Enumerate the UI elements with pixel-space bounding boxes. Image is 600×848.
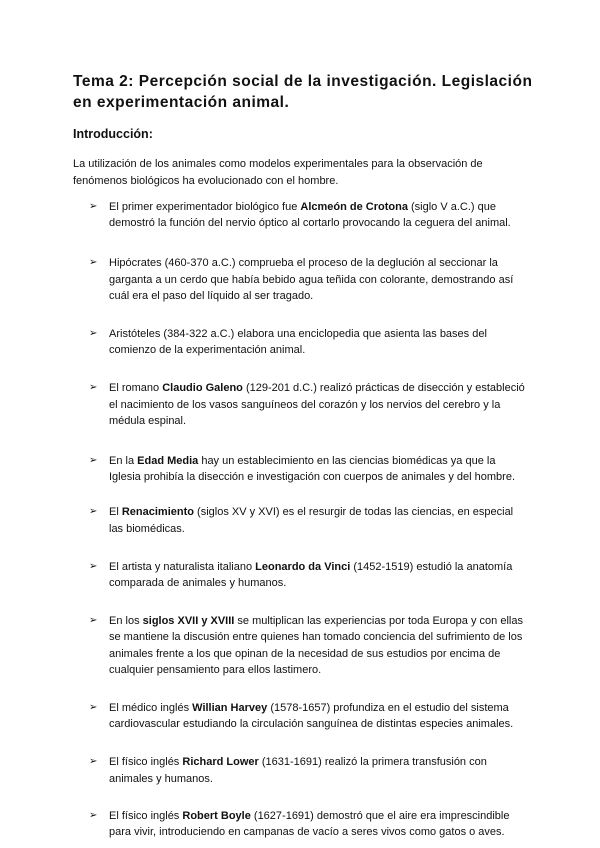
item-highlight: Edad Media <box>137 455 199 468</box>
bullet-arrow-icon: ➢ <box>89 382 98 394</box>
list-item <box>89 453 529 485</box>
item-highlight: Willian Harvey <box>192 702 268 715</box>
item-highlight: Richard Lower <box>182 756 259 769</box>
list-item <box>89 255 529 304</box>
bullet-arrow-icon: ➢ <box>89 201 98 212</box>
list-item <box>89 559 529 591</box>
item-text: El <box>109 506 122 519</box>
bullet-arrow-icon: ➢ <box>89 506 98 518</box>
item-text: El artista y naturalista italiano <box>109 560 256 573</box>
bullet-list <box>89 199 529 840</box>
item-text-continued: (129-201 d.C.) realizó prácticas de disección y estableció el nacimiento de los vasos sanguíneos del corazón y los nervios del cerebro y la médula espinal. <box>109 382 525 427</box>
item-highlight: Alcmeón de Crotona <box>300 201 408 213</box>
item-text-continued: (1452-1519) estudió la anatomía comparada de animales y humanos. <box>109 560 513 590</box>
list-item <box>89 754 529 786</box>
bullet-arrow-icon: ➢ <box>89 809 98 821</box>
item-text: Aristóteles (384-322 a.C.) elabora una enciclopedia que asienta las bases del comienzo de la experimentación animal. <box>109 328 487 357</box>
item-highlight: Renacimiento <box>121 506 194 519</box>
item-highlight: Robert Boyle <box>182 809 251 822</box>
item-text-continued: (1578-1657) profundiza en el estudio del sistema cardiovascular estudiando la circulación sanguínea de distintas especies animales. <box>109 702 514 731</box>
item-text-continued: se multiplican las experiencias por toda Europa y con ellas se mantiene la discusión entre quienes han tomado conciencia del sufrimiento de los animales frente a los que opinan de la necesidad de sus estudios por encima de cualquier pensamiento para ellos lastimero. <box>109 615 523 676</box>
list-item <box>89 613 529 678</box>
item-highlight: Claudio Galeno <box>162 382 243 395</box>
item-highlight: siglos XVII y XVIII <box>142 615 235 628</box>
list-item <box>89 504 529 536</box>
item-text-continued: (siglo V a.C.) que demostró la función del nervio óptico al cortarlo provocando la ceguera del animal. <box>109 201 511 230</box>
list-item <box>89 326 529 358</box>
item-text: Hipócrates (460-370 a.C.) comprueba el proceso de la deglución al seccionar la garganta a un cerdo que había bebido agua teñida con colorante, demostrando así cuál era el paso del líquido al ser tragado. <box>109 257 514 302</box>
bullet-arrow-icon: ➢ <box>89 455 98 467</box>
bullet-arrow-icon: ➢ <box>89 257 98 269</box>
item-text-continued: hay un establecimiento en las ciencias biomédicas ya que la Iglesia prohibía la disección e investigación con cuerpos de animales y del hombre. <box>109 455 516 484</box>
item-text: El físico inglés <box>109 809 183 822</box>
item-text: El primer experimentador biológico fue <box>109 201 301 213</box>
bullet-arrow-icon: ➢ <box>89 756 98 768</box>
list-item <box>89 199 529 231</box>
item-text-continued: (1631-1691) realizó la primera transfusión con animales y humanos. <box>109 756 487 785</box>
list-item <box>89 380 529 429</box>
list-item <box>89 808 529 840</box>
bullet-arrow-icon: ➢ <box>89 615 98 627</box>
item-text: El físico inglés <box>109 756 183 769</box>
bullet-arrow-icon: ➢ <box>89 328 98 340</box>
item-highlight: Leonardo da Vinci <box>255 560 351 573</box>
section-heading: Introducción: <box>73 127 153 141</box>
document-title: Tema 2: Percepción social de la investigación. Legislación en experimentación animal. <box>73 73 533 111</box>
item-text: El médico inglés <box>109 702 193 715</box>
item-text: El romano <box>109 382 163 395</box>
intro-paragraph: La utilización de los animales como modelos experimentales para la observación de fenómenos biológicos ha evolucionado con el hombre. <box>73 158 483 187</box>
bullet-arrow-icon: ➢ <box>89 702 98 714</box>
item-text-continued: (siglos XV y XVI) es el resurgir de todas las ciencias, en especial las biomédicas. <box>109 506 514 535</box>
list-item <box>89 700 529 732</box>
item-text: En los <box>109 615 143 628</box>
bullet-arrow-icon: ➢ <box>89 560 98 572</box>
item-text-continued: (1627-1691) demostró que el aire era imprescindible para vivir, introduciendo en campanas de vacío a seres vivos como gatos o aves. <box>109 809 510 839</box>
item-text: En la <box>109 455 138 468</box>
